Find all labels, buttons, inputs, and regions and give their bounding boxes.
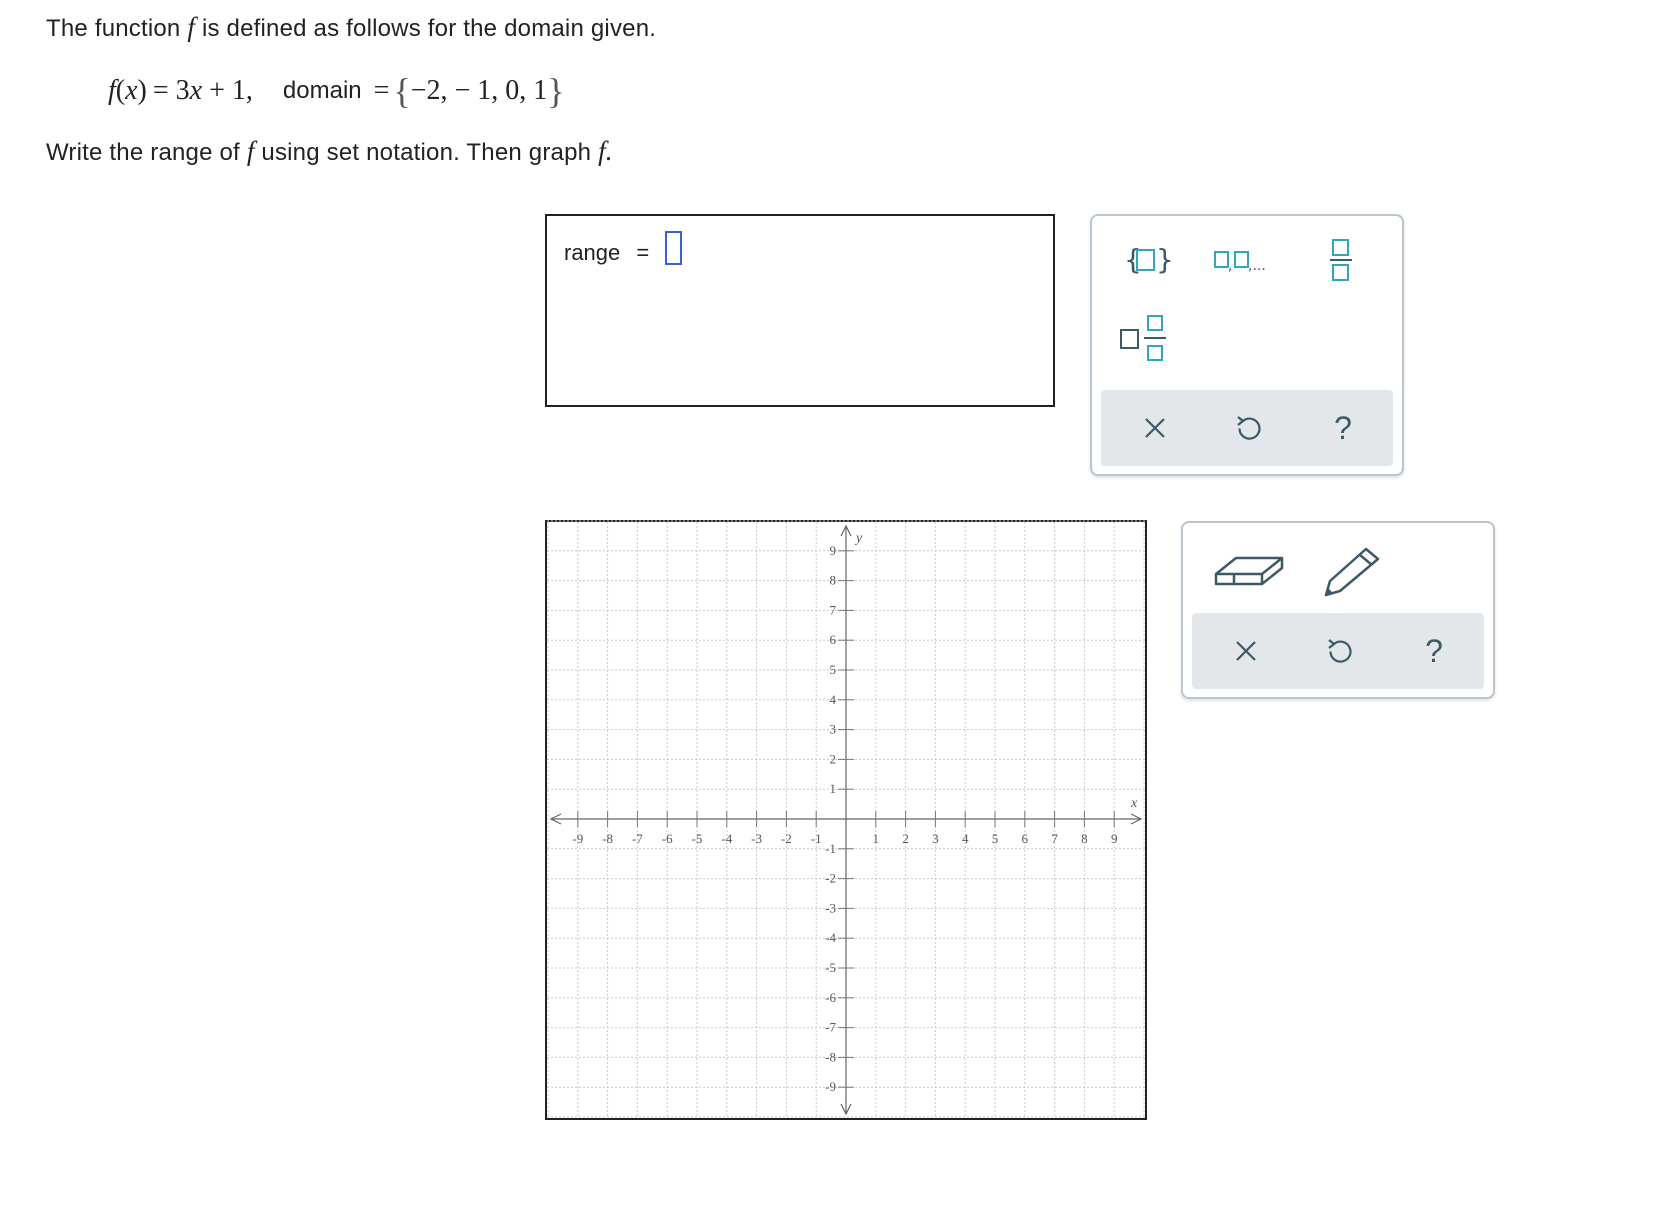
question-text-before: Write the range of	[46, 139, 240, 166]
domain-open-brace: {	[393, 71, 411, 111]
x-tick-label: 9	[1110, 831, 1118, 846]
list-icon	[1213, 240, 1285, 280]
y-tick-label: -9	[825, 1079, 836, 1095]
function-name-end: f.	[598, 136, 613, 166]
y-tick-label: 3	[829, 721, 836, 737]
graph-area[interactable]	[545, 520, 1147, 1120]
x-tick-label: -6	[661, 831, 673, 846]
x-tick-label: -3	[751, 831, 763, 846]
function-notation: f(x)	[108, 75, 147, 106]
x-tick-label: 1	[872, 831, 880, 846]
draw-action-bar	[1192, 613, 1484, 689]
coordinate-plane[interactable]	[547, 522, 1145, 1118]
clear-graph-button[interactable]	[1222, 627, 1270, 675]
svg-text:,...: ,...	[1248, 258, 1266, 274]
question-text-after: is defined as follows for the domain given.	[201, 15, 657, 42]
help-button[interactable]	[1319, 404, 1367, 452]
x-tick-label: -8	[602, 831, 614, 846]
close-icon	[1233, 638, 1259, 664]
x-tick-label: 8	[1081, 831, 1088, 846]
math-palette	[1090, 214, 1404, 476]
undo-icon	[1325, 636, 1355, 666]
y-tick-label: 9	[829, 542, 836, 558]
y-tick-label: -6	[825, 989, 836, 1005]
fraction-button[interactable]	[1317, 232, 1365, 288]
question-text-before: The function	[46, 15, 181, 42]
question-line-3	[46, 136, 613, 167]
x-tick-label: 3	[932, 831, 939, 846]
answer-box	[545, 214, 1055, 407]
y-tick-label: 8	[829, 572, 836, 588]
pencil-tool-button[interactable]	[1313, 541, 1393, 601]
domain-close-brace: }	[547, 71, 565, 111]
question-text-middle: using set notation. Then graph	[261, 139, 592, 166]
eraser-icon	[1208, 546, 1288, 596]
svg-text:{: {	[1124, 243, 1142, 276]
domain-label: domain	[282, 77, 362, 104]
y-tick-label: 4	[829, 691, 836, 707]
help-graph-button[interactable]	[1410, 627, 1458, 675]
undo-graph-button[interactable]	[1316, 627, 1364, 675]
y-tick-label: 1	[829, 781, 836, 797]
x-tick-label: -5	[691, 831, 703, 846]
y-tick-label: -5	[825, 960, 836, 975]
y-tick-label: -3	[825, 900, 836, 916]
y-axis-label: y	[856, 531, 863, 546]
x-tick-label: -9	[572, 831, 584, 846]
range-equals: =	[636, 240, 650, 265]
fraction-icon	[1327, 234, 1355, 286]
y-tick-label: 6	[829, 632, 836, 648]
svg-text:}: }	[1156, 243, 1174, 276]
draw-tools-palette	[1181, 521, 1495, 699]
math-action-bar	[1101, 390, 1393, 466]
svg-text:,: ,	[1228, 258, 1233, 274]
x-tick-label: 4	[961, 831, 969, 846]
undo-button[interactable]	[1225, 404, 1273, 452]
set-braces-button[interactable]	[1122, 236, 1174, 284]
domain-values: −2, − 1, 0, 1	[410, 75, 548, 106]
mixed-number-icon	[1118, 312, 1174, 364]
x-tick-label: -2	[780, 831, 792, 846]
range-label-text: range	[564, 240, 621, 265]
x-tick-label: 2	[902, 831, 909, 846]
help-icon: ?	[1334, 409, 1352, 446]
x-tick-label: -7	[631, 831, 643, 846]
y-tick-label: -8	[825, 1049, 836, 1065]
range-input[interactable]	[665, 231, 682, 265]
close-icon	[1142, 415, 1168, 441]
function-rule: = 3x + 1,	[152, 75, 253, 106]
set-braces-icon	[1123, 240, 1174, 280]
clear-button[interactable]	[1131, 404, 1179, 452]
range-label	[564, 240, 649, 266]
x-tick-label: 7	[1051, 831, 1058, 846]
y-tick-label: -2	[825, 870, 836, 886]
y-tick-label: 7	[829, 602, 836, 618]
function-name: f	[187, 12, 196, 42]
x-tick-label: -4	[721, 831, 733, 846]
pencil-icon	[1318, 543, 1388, 599]
help-icon: ?	[1425, 632, 1443, 669]
y-tick-label: -4	[825, 930, 836, 946]
x-axis-label: x	[1131, 796, 1138, 811]
undo-icon	[1234, 413, 1264, 443]
function-definition	[108, 70, 565, 112]
x-tick-label: -1	[810, 831, 822, 846]
y-tick-label: 2	[829, 751, 836, 767]
x-tick-label: 5	[991, 831, 999, 846]
y-tick-label: -7	[825, 1019, 836, 1035]
domain-equals: =	[373, 75, 390, 106]
function-name: f	[246, 136, 255, 166]
x-tick-label: 6	[1021, 831, 1029, 846]
eraser-tool-button[interactable]	[1203, 541, 1293, 601]
list-items-button[interactable]	[1212, 236, 1286, 284]
y-tick-label: -1	[825, 840, 836, 856]
mixed-number-button[interactable]	[1116, 310, 1176, 366]
y-tick-label: 5	[829, 662, 836, 677]
question-line-1	[46, 12, 656, 43]
